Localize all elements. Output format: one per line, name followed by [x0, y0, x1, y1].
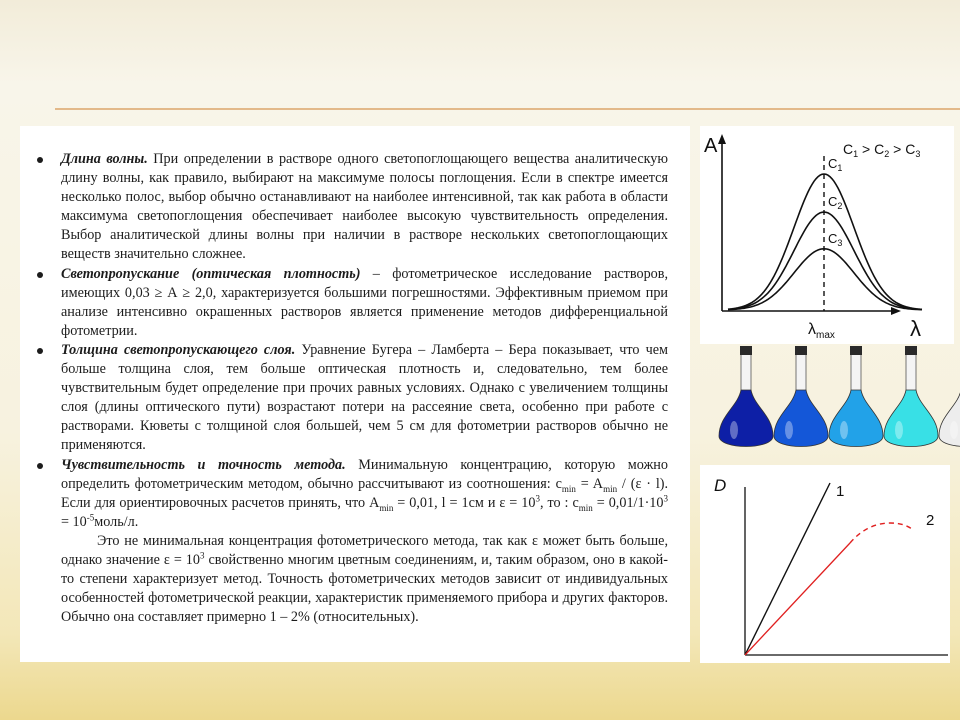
- absorption-spectra-chart: [700, 126, 954, 344]
- term-transmittance: Светопропускание (оптическая плотность): [61, 265, 361, 282]
- calibration-graph: [700, 465, 950, 663]
- spectrum-label-c2: $C_2$: [828, 194, 843, 212]
- flask-1: [719, 346, 773, 447]
- y-axis-arrow: [718, 134, 726, 144]
- text-panel: [20, 126, 690, 662]
- spectrum-curve-c2: [728, 212, 922, 309]
- series-1-line: [745, 483, 830, 655]
- flask-2: [774, 346, 828, 447]
- bullet-list: [34, 150, 668, 532]
- spectra-curves: [728, 156, 922, 310]
- text-sensitivity: Минимальную концентрацию, которую можно определить фотометрическим методом, обычно рассчитывают из соотношения:: [61, 456, 668, 492]
- series-2-line: [745, 543, 850, 655]
- calibration-svg: [700, 465, 950, 663]
- spectrum-curve-c1: [728, 174, 922, 309]
- term-wavelength: Длина волны.: [61, 151, 148, 167]
- spectrum-label-c1: $C_1$: [828, 156, 843, 173]
- series-2-curve: [850, 523, 912, 543]
- formula: $c_{min} = A_{min} / (\varepsilon \cdot l)$. Если для ориентировочных расчетов принять, что $A_{min} = 0,01$, l = 1см и $\varepsilon = 10^3$, то : $c_{min} = 0,01/1\cdot 10^3$ = $10^{-5}моль/л$.: [61, 475, 669, 530]
- accent-line: [55, 108, 960, 110]
- term-thickness: Толщина светопропускающего слоя.: [61, 341, 296, 358]
- series-1-label: 1: [836, 483, 845, 500]
- spectrum-label-c3: $C_3$: [828, 230, 843, 248]
- flask-5: [939, 346, 960, 447]
- series-2-label: 2: [926, 512, 935, 529]
- flasks-svg: [718, 346, 960, 456]
- d-axis-label: D: [714, 476, 727, 495]
- lambda-max-label: $\lambda_{max}$: [808, 321, 835, 341]
- text-wavelength: При определении в растворе одного светопоглощающего вещества аналитическую длину волны, как правило, выбирают на максимуме полосы поглощения. Если в спектре имеется несколько полос, выбор обычно останавливают на наиболее интенсивной, так как работа в области максимума светопоглощения обеспечивает наиболее высокую чувствительность определения. Выбор аналитической длины волны при наличии в растворе нескольких светопоглощающих веществ значительно сложнее.: [61, 151, 668, 263]
- y-axis-label: A: [704, 135, 718, 157]
- bullet-sensitivity: [34, 456, 668, 532]
- text-thickness: Уравнение Бугера – Ламберта – Бера показывает, что чем больше толщина слоя, тем больше оптическая плотность и, следовательно, тем более чувствительным будет определение при прочих равных условиях. Однако с увеличением толщины слоя (длины оптического пути) возрастают потери на рассеяние света, особенно при работе с растворами. Кюветы с толщиной слоя большей, чем 5 см для фотометрии растворов обычно не применяются.: [61, 341, 668, 454]
- bullet-wavelength: [34, 150, 668, 265]
- condition-label: $C_1 > C_2 > C_3$: [843, 141, 921, 159]
- paragraph-accuracy: Это не минимальная концентрация фотометрического метода, так как ε может быть больше, однако значение $\varepsilon = 10^3$ свойственно многим цветным соединениям, и, таким образом, оно в какой-то степени характеризует метод. Точность фотометрических методов зависит от индивидуальных особенностей фотометрической реакции, характеристик применяемого прибора и других факторов. Обычно она составляет примерно 1 – 2% (относительных).: [61, 532, 668, 626]
- bullet-transmittance: [34, 265, 668, 341]
- flasks-illustration: [718, 346, 960, 456]
- text-transmittance: – фотометрическое исследование растворов, имеющих 0,03 ≥ А ≥ 2,0, характеризуется большими погрешностями. Эффективным приемом при анализе интенсивно окрашенных растворов является применение методов дифференциальной фотометрии.: [61, 265, 669, 339]
- flask-3: [829, 346, 883, 447]
- bullet-thickness: [34, 341, 668, 456]
- x-axis-label: λ: [910, 316, 921, 341]
- spectra-svg: [700, 126, 954, 344]
- top-band: [0, 0, 960, 120]
- flask-4: [884, 346, 938, 447]
- term-sensitivity: Чувствительность и точность метода.: [61, 456, 346, 473]
